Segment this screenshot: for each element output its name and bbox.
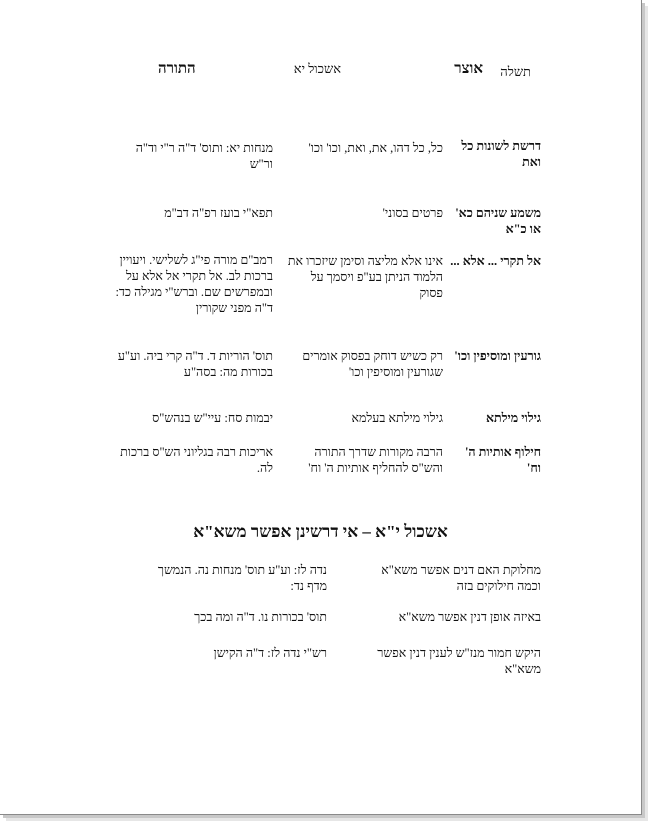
row-term: אל תקרי ... אלא ... bbox=[450, 254, 541, 268]
header-hatorah: התורה bbox=[158, 61, 196, 77]
row-words: אינו אלא מליצה וסימן שיזכרו את הלמוד הניתן בע"פ ויסמך על פסוק bbox=[287, 254, 443, 300]
row-term: חילוף אותיות ה' וח' bbox=[464, 445, 541, 475]
header-ashkol: אשכול יא bbox=[293, 61, 341, 76]
row-term: גורעין ומוסיפין וכו' bbox=[454, 349, 541, 363]
row-words: הרבה מקורות שדרך התורה והש"ס להחליף אותיות ה' וח' bbox=[308, 445, 443, 475]
row-refs: תוס' הוריות ד. ד"ה קרי ביה. וע"ע בכורות מה: בסה"ע bbox=[117, 349, 273, 379]
section-topic: מחלוקת האם דנים אפשר משא"א וכמה חילוקים בזה bbox=[381, 563, 541, 593]
row-refs: תפא"י בועז רפ"ה דב"מ bbox=[164, 206, 273, 220]
section-topic: היקש חמור מנז"ש לענין דנין אפשר משא"א bbox=[377, 646, 541, 676]
row-refs: מנחות יא: ותוס' ד"ה ר"י וד"ה ור"ש bbox=[135, 141, 273, 171]
section-refs: רש"י נדה לז: ד"ה הקישן bbox=[213, 646, 327, 660]
row-term: משמע שניהם כא' או כ"א bbox=[455, 206, 541, 236]
header-tashlah: תשלה bbox=[500, 64, 531, 79]
row-term: דרשת לשונות כל ואת bbox=[461, 139, 541, 169]
row-words: גילוי מילתא בעלמא bbox=[351, 411, 443, 425]
header-otzar: אוצר bbox=[454, 61, 483, 77]
row-words: פרטים בסוני' bbox=[382, 206, 443, 220]
section-refs: תוס' בכורות נו. ד"ה ומה בכך bbox=[194, 610, 327, 624]
row-refs: אריכות רבה בגליוני הש"ס ברכות לה. bbox=[120, 445, 273, 475]
row-term: גילוי מילתא bbox=[485, 411, 541, 425]
section-refs: נדה לז: וע"ע תוס' מנחות נה. הנמשך מדף נד: bbox=[157, 563, 327, 593]
section-topic: באיזה אופן דנין אפשר משא"א bbox=[398, 610, 541, 624]
row-refs: יבמות סח: עיי"ש בנהש"ס bbox=[152, 411, 273, 425]
row-words: רק כשיש דוחק בפסוק אומרים שגורעין ומוסיפין וכו' bbox=[302, 349, 443, 379]
section-title: אשכול י"א – אי דרשינן אפשר משא"א bbox=[193, 522, 448, 541]
row-refs: רמב"ם מורה פי"ג לשלישי. ויעויין ברכות לב. אל תקרי אל אלא על ובמפרשים שם. וברש"י מגילה כד: ד"ה מפני שקורין bbox=[115, 253, 273, 315]
row-words: כל, כל דהו, את, ואת, וכו' וכו' bbox=[308, 141, 443, 155]
